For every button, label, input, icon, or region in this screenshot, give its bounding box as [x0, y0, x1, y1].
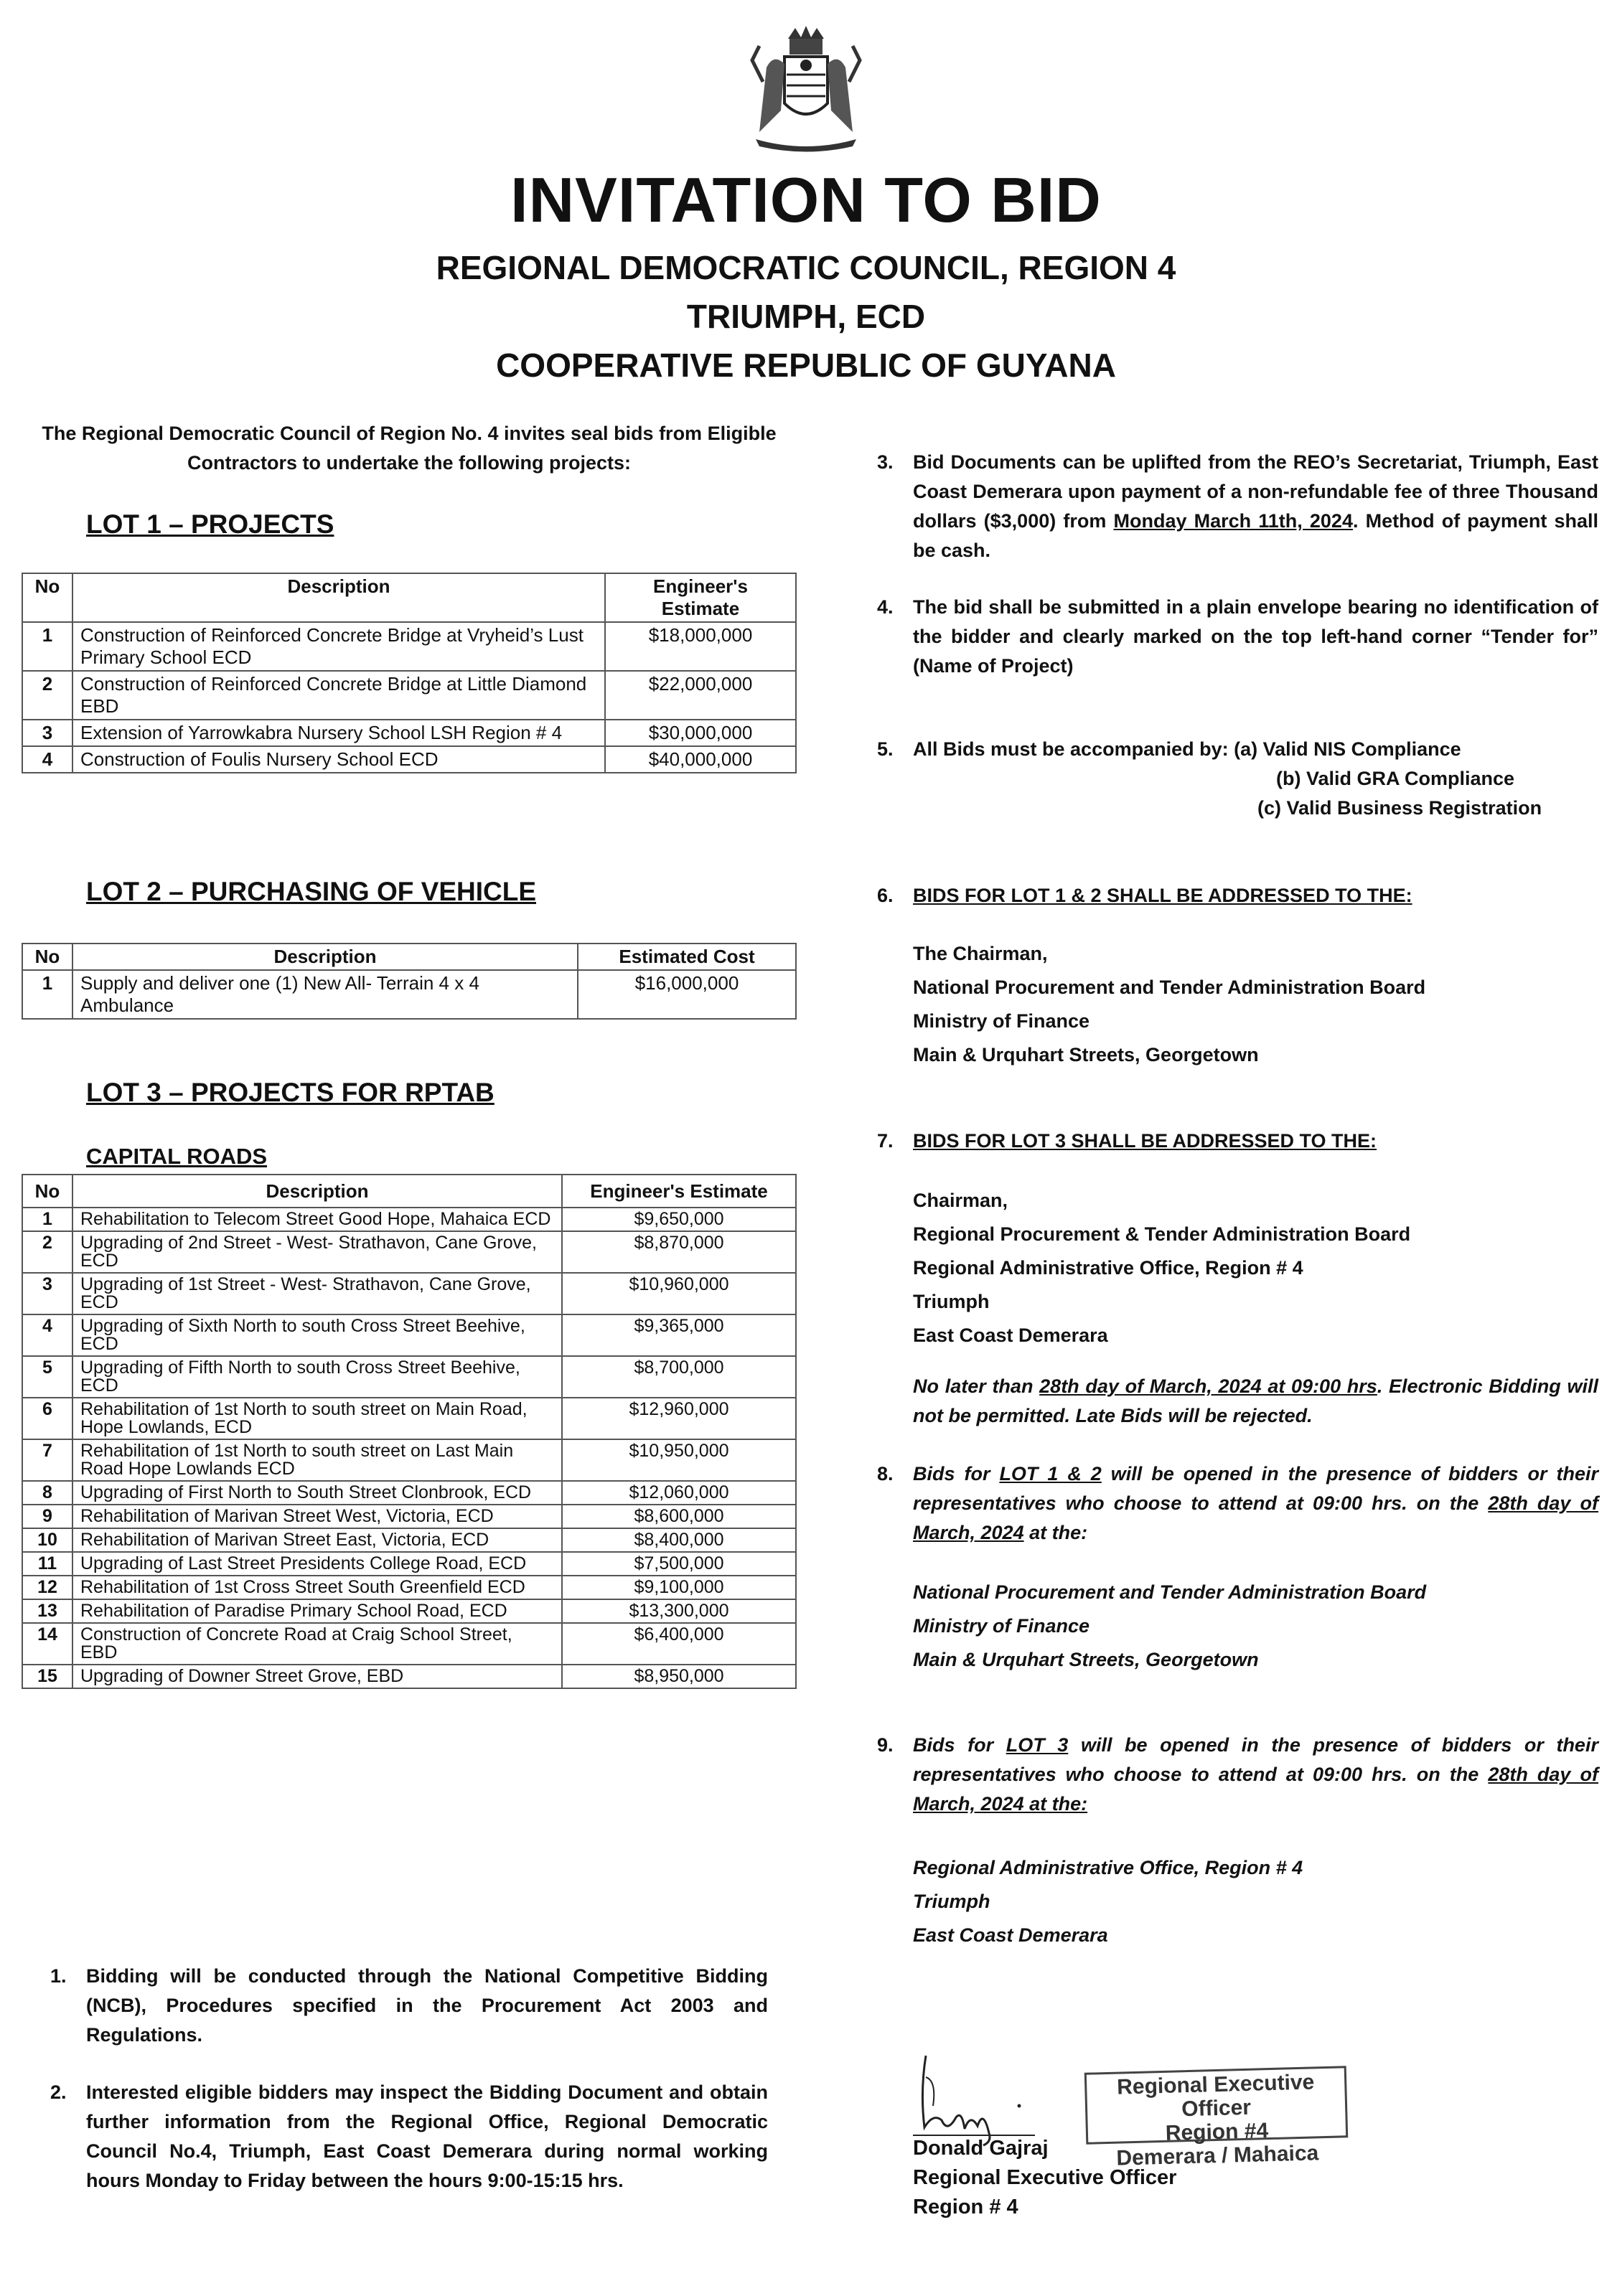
clause-text: . Method of payment shall be cash. [913, 510, 1598, 561]
table-row [22, 1528, 796, 1552]
opening-date: 28th day of March, 2024 at the: [913, 1764, 1598, 1815]
address-line: Ministry of Finance [913, 1615, 1090, 1637]
clause-number: 9. [877, 1734, 894, 1756]
row-number: 1 [22, 1208, 72, 1231]
row-amount: $16,000,000 [578, 970, 796, 1019]
row-amount: $12,960,000 [562, 1398, 796, 1439]
column-header: Engineer's Estimate [562, 1175, 796, 1208]
address-line: Regional Administrative Office, Region # 4 [913, 1257, 1303, 1279]
clause-4 [877, 593, 1598, 681]
column-header: Description [72, 1175, 562, 1208]
row-number: 2 [22, 671, 72, 720]
address-line: Triumph [913, 1291, 990, 1312]
address-line: National Procurement and Tender Administration Board [913, 977, 1426, 998]
row-amount: $7,500,000 [562, 1552, 796, 1576]
column-header: No [22, 1175, 72, 1208]
row-description: Upgrading of 2nd Street - West- Strathavon, Cane Grove, ECD [72, 1231, 562, 1273]
clause-text: Interested eligible bidders may inspect the Bidding Document and obtain further information from the Regional Office, Regional Democratic Council No.4, Triumph, East Coast Demerara during normal working hours Monday to Friday between the hours 9:00-15:15 hrs. [86, 2081, 768, 2191]
row-number: 1 [22, 970, 72, 1019]
row-description: Upgrading of 1st Street - West- Strathavon, Cane Grove, ECD [72, 1273, 562, 1314]
opening-date: 28th day of March, 2024 [913, 1492, 1598, 1543]
row-number: 9 [22, 1505, 72, 1528]
column-header: Engineer's Estimate [605, 573, 796, 622]
row-description: Rehabilitation of Marivan Street East, Victoria, ECD [72, 1528, 562, 1552]
row-number: 4 [22, 746, 72, 773]
council-name: REGIONAL DEMOCRATIC COUNCIL, REGION 4 [436, 249, 1176, 286]
row-amount: $30,000,000 [605, 720, 796, 746]
table-row [22, 1505, 796, 1528]
clause-number: 7. [877, 1130, 894, 1152]
clause-number: 3. [877, 451, 894, 473]
uplift-date: Monday March 11th, 2024 [1113, 510, 1353, 532]
row-number: 1 [22, 622, 72, 671]
intro-text: The Regional Democratic Council of Region No. 4 invites seal bids from Eligible Contractors to undertake the following projects: [42, 423, 777, 474]
signatory-name: Donald Gajraj [913, 2137, 1049, 2160]
row-description: Construction of Concrete Road at Craig School Street, EBD [72, 1623, 562, 1665]
signatory-title: Regional Executive Officer [913, 2166, 1177, 2189]
table-row [22, 1552, 796, 1576]
row-number: 3 [22, 720, 72, 746]
row-number: 3 [22, 1273, 72, 1314]
row-amount: $8,600,000 [562, 1505, 796, 1528]
row-number: 11 [22, 1552, 72, 1576]
row-description: Upgrading of Sixth North to south Cross Street Beehive, ECD [72, 1314, 562, 1356]
row-amount: $8,400,000 [562, 1528, 796, 1552]
requirement-a: (a) Valid NIS Compliance [1234, 738, 1461, 760]
clause-number: 5. [877, 738, 894, 760]
clause-text: All Bids must be accompanied by: [913, 738, 1229, 760]
lot1-table [22, 573, 797, 773]
row-amount: $8,950,000 [562, 1665, 796, 1688]
lot1-heading: LOT 1 – PROJECTS [86, 509, 334, 539]
lot3-address [913, 1184, 1410, 1352]
address-line: Triumph [913, 1891, 990, 1912]
column-header: No [22, 944, 72, 970]
address-line: East Coast Demerara [913, 1325, 1108, 1346]
deadline-date: 28th day of March, 2024 at 09:00 hrs [1039, 1375, 1377, 1397]
table-row [22, 622, 796, 671]
table-row [22, 1273, 796, 1314]
lot2-table [22, 943, 797, 1020]
row-number: 2 [22, 1231, 72, 1273]
row-description: Upgrading of Downer Street Grove, EBD [72, 1665, 562, 1688]
row-number: 14 [22, 1623, 72, 1665]
table-row [22, 1439, 796, 1481]
official-stamp [1084, 2066, 1348, 2170]
row-description: Upgrading of Fifth North to south Cross Street Beehive, ECD [72, 1356, 562, 1398]
country-name: COOPERATIVE REPUBLIC OF GUYANA [496, 347, 1116, 384]
table-row [22, 671, 796, 720]
column-header: Description [72, 944, 578, 970]
table-row [22, 1314, 796, 1356]
column-header: Estimated Cost [578, 944, 796, 970]
row-number: 8 [22, 1481, 72, 1505]
clause-text: Bidding will be conducted through the National Competitive Bidding (NCB), Procedures specified in the Procurement Act 2003 and Regulations. [86, 1965, 768, 2046]
clause-2 [50, 2078, 768, 2196]
signatory-region: Region # 4 [913, 2196, 1018, 2219]
lot2-heading: LOT 2 – PURCHASING OF VEHICLE [86, 877, 537, 906]
clause-text: Bid Documents can be uplifted from the REO’s Secretariat, Triumph, East Coast Demerara upon payment of a non-refundable fee of three Thousand dollars ($3,000) from [913, 451, 1598, 532]
row-amount: $9,650,000 [562, 1208, 796, 1231]
row-number: 15 [22, 1665, 72, 1688]
table-row [22, 1576, 796, 1599]
row-description: Upgrading of First North to South Street Clonbrook, ECD [72, 1481, 562, 1505]
row-amount: $13,300,000 [562, 1599, 796, 1623]
table-row [22, 970, 796, 1019]
clause-1 [50, 1962, 768, 2050]
lot3-opening-address [913, 1851, 1303, 1952]
row-description: Rehabilitation of Marivan Street West, Victoria, ECD [72, 1505, 562, 1528]
page-title: INVITATION TO BID [510, 164, 1102, 235]
clause-3 [877, 448, 1598, 565]
address-line: National Procurement and Tender Administration Board [913, 1581, 1427, 1603]
row-amount: $10,950,000 [562, 1439, 796, 1481]
address-line: Ministry of Finance [913, 1010, 1090, 1032]
clause-9: 9. Bids for LOT 3 will be opened in the presence of bidders or their representatives who choose to attend at 09:00 hrs. on the 28th day of March, 2024 at the: [877, 1731, 1598, 1819]
address-line: Chairman, [913, 1190, 1008, 1211]
table-row [22, 720, 796, 746]
clause-number: 8. [877, 1463, 894, 1485]
row-amount: $8,700,000 [562, 1356, 796, 1398]
table-row [22, 1599, 796, 1623]
row-amount: $40,000,000 [605, 746, 796, 773]
row-number: 5 [22, 1356, 72, 1398]
stamp-line: Region #4 [1165, 2119, 1269, 2145]
address-line: Main & Urquhart Streets, Georgetown [913, 1044, 1259, 1065]
row-description: Construction of Reinforced Concrete Bridge at Vryheid’s Lust Primary School ECD [72, 622, 605, 671]
column-header: Description [72, 573, 605, 622]
clause-5 [877, 735, 1598, 823]
stamp-line: Demerara / Mahaica [1116, 2141, 1319, 2170]
clause-text: The bid shall be submitted in a plain envelope bearing no identification of the bidder and clearly marked on the top left-hand corner “Tender for” (Name of Project) [913, 596, 1598, 677]
table-row [22, 1356, 796, 1398]
clause-number: 6. [877, 885, 894, 906]
table-row [22, 1398, 796, 1439]
row-description: Supply and deliver one (1) New All- Terrain 4 x 4 Ambulance [72, 970, 578, 1019]
row-amount: $18,000,000 [605, 622, 796, 671]
clause-6 [877, 881, 1598, 911]
row-description: Construction of Foulis Nursery School ECD [72, 746, 605, 773]
row-number: 13 [22, 1599, 72, 1623]
row-description: Extension of Yarrowkabra Nursery School LSH Region # 4 [72, 720, 605, 746]
row-description: Rehabilitation to Telecom Street Good Hope, Mahaica ECD [72, 1208, 562, 1231]
coat-of-arms-icon [745, 24, 867, 154]
lot3-heading: LOT 3 – PROJECTS FOR RPTAB [86, 1078, 495, 1107]
row-description: Rehabilitation of Paradise Primary School Road, ECD [72, 1599, 562, 1623]
clause-8: 8. Bids for LOT 1 & 2 will be opened in the presence of bidders or their representatives who choose to attend at 09:00 hrs. on the 28th day of March, 2024 at the: [877, 1459, 1598, 1548]
clause-number: 2. [50, 2081, 67, 2103]
row-amount: $12,060,000 [562, 1481, 796, 1505]
row-amount: $10,960,000 [562, 1273, 796, 1314]
lot12-opening-address [913, 1576, 1426, 1677]
requirement-b: (b) Valid GRA Compliance [1276, 768, 1515, 789]
lot12-address [913, 937, 1425, 1072]
clause-heading: BIDS FOR LOT 3 SHALL BE ADDRESSED TO THE: [913, 1130, 1377, 1152]
row-amount: $9,365,000 [562, 1314, 796, 1356]
table-row [22, 1208, 796, 1231]
row-description: Rehabilitation of 1st North to south street on Main Road, Hope Lowlands, ECD [72, 1398, 562, 1439]
clause-heading: BIDS FOR LOT 1 & 2 SHALL BE ADDRESSED TO THE: [913, 885, 1412, 906]
table-row [22, 1481, 796, 1505]
row-amount: $8,870,000 [562, 1231, 796, 1273]
row-description: Construction of Reinforced Concrete Bridge at Little Diamond EBD [72, 671, 605, 720]
clause-7 [877, 1126, 1598, 1156]
lot3-table [22, 1174, 797, 1689]
clause-number: 1. [50, 1965, 67, 1987]
address-line: Regional Administrative Office, Region # 4 [913, 1857, 1303, 1878]
table-row [22, 1231, 796, 1273]
address-line: The Chairman, [913, 943, 1048, 964]
bid-deadline: No later than 28th day of March, 2024 at 09:00 hrs. Electronic Bidding will not be permitted. Late Bids will be rejected. [913, 1375, 1598, 1426]
capital-roads-heading: CAPITAL ROADS [86, 1144, 268, 1169]
table-row [22, 1623, 796, 1665]
address-line: East Coast Demerara [913, 1924, 1108, 1946]
row-amount: $22,000,000 [605, 671, 796, 720]
council-location: TRIUMPH, ECD [686, 298, 926, 335]
requirement-c: (c) Valid Business Registration [1257, 797, 1542, 819]
stamp-line: Regional Executive Officer [1116, 2070, 1315, 2122]
row-number: 10 [22, 1528, 72, 1552]
table-row [22, 1665, 796, 1688]
row-description: Rehabilitation of 1st North to south street on Last Main Road Hope Lowlands ECD [72, 1439, 562, 1481]
signatory-block [913, 2134, 1176, 2222]
column-header: No [22, 573, 72, 622]
address-line: Regional Procurement & Tender Administration Board [913, 1223, 1411, 1245]
row-amount: $9,100,000 [562, 1576, 796, 1599]
row-amount: $6,400,000 [562, 1623, 796, 1665]
row-number: 4 [22, 1314, 72, 1356]
row-number: 7 [22, 1439, 72, 1481]
row-number: 12 [22, 1576, 72, 1599]
row-description: Rehabilitation of 1st Cross Street South Greenfield ECD [72, 1576, 562, 1599]
clause-number: 4. [877, 596, 894, 618]
table-row [22, 746, 796, 773]
address-line: Main & Urquhart Streets, Georgetown [913, 1649, 1259, 1670]
row-number: 6 [22, 1398, 72, 1439]
row-description: Upgrading of Last Street Presidents College Road, ECD [72, 1552, 562, 1576]
